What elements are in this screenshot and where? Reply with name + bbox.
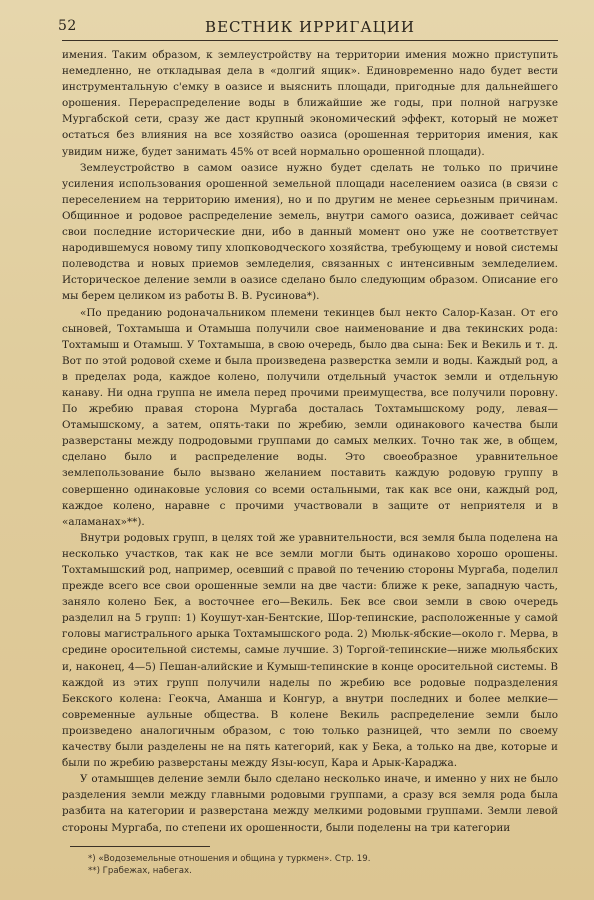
paragraph-3-quotation: «По преданию родоначальником племени текинцев был некто Салор-Казан. От его сыновей, Тохтамыша и Отамыша получили свое наименование и два текинских рода: Тохтамыш и Отамыш. У Тохтамыша, в свою очередь, было два сына: Бек и Векиль и т. д. Вот по этой родовой схеме и была произведена разверстка земли и воды. Каждый род, а в пределах рода, каждое колено, получили отдельный участок земли и отдельную канаву. Ни одна группа не имела перед прочими преимущества, все получили поровну. По жребию правая сторона Мургаба досталась Тохтамышскому роду, левая—Отамышскому, а затем, опять-таки по жребию, земли одинакового качества были разверстаны между подродовыми группами до самых мелких. Точно так же, в общем, сделано было и распределение воды. Это своеобразное уравнительное землепользование было вызвано желанием поставить каждую родовую группу в совершенно одинаковые условия со всеми остальными, так как все они, каждый род, каждое колено, наравне с прочими участвовали в защите от неприятеля и в «аламанах»**). bbox=[62, 306, 558, 528]
running-header bbox=[58, 18, 558, 41]
footnote-2: **) Грабежах, набегах. bbox=[88, 865, 192, 876]
article-body bbox=[62, 47, 558, 836]
paragraph-1: имения. Таким образом, к землеустройству на территории имения можно приступить немедленно, не откладывая дела в «долгий ящик». Единовременно надо будет вести инструментальную с'емку в оазисе и выяснить площади, пригодные для дальнейшего орошения. Перераспределение воды в ближайшие же годы, при полной нагрузке Мургабской сети, сразу же даст крупный экономический эффект, который не может остаться без влияния на все хозяйство оазиса (орошенная территория имения, как увидим ниже, будет занимать 45% от всей нормально орошенной площади). bbox=[62, 49, 558, 158]
paragraph-5: У отамышцев деление земли было сделано несколько иначе, и именно у них не было разделения земли между главными родовыми группами, а сразу вся земля рода была разбита на категории и разверстана между мелкими родовыми группами. Земли левой стороны Мургаба, по степени их орошенности, были поделены на три категории bbox=[62, 773, 558, 834]
footnote-1: *) «Водоземельные отношения и община у туркмен». Стр. 19. bbox=[88, 853, 371, 864]
page-number: 52 bbox=[58, 18, 77, 34]
paragraph-2: Землеустройство в самом оазисе нужно будет сделать не только по причине усиления использования орошенной земельной площади населением оазиса (в связи с переселением на территорию имения), но и по другим не менее серьезным причинам. Общинное и родовое распределение земель, внутри самого оазиса, доживает сейчас свои последние исторические дни, ибо в данный момент оно уже не соответствует народившемуся новому типу хлопководческого хозяйства, требующему и новой системы полеводства и новых приемов земледелия, связанных с интенсивным земледелием. Историческое деление земли в оазисе сделано было следующим образом. Описание его мы берем целиком из работы В. В. Русинова*). bbox=[62, 161, 558, 303]
footnotes bbox=[62, 853, 558, 877]
journal-title: ВЕСТНИК ИРРИГАЦИИ bbox=[205, 18, 415, 36]
footnote-divider bbox=[70, 846, 210, 847]
paragraph-4: Внутри родовых групп, в целях той же уравнительности, вся земля была поделена на несколько участков, так как не все земли могли быть одинаково хорошо орошены. Тохтамышский род, например, осевший с правой по течению стороны Мургаба, поделил прежде всего все свои орошенные земли на две части: ближе к реке, западную часть, заняло колено Бек, а восточнее его—Векиль. Бек все свои земли в свою очередь разделил на 5 групп: 1) Коушут-хан-Бентские, Шор-тепинские, расположенные у самой головы магистрального арыка Тохтамышского рода. 2) Мюльк-ябские—около г. Мерва, в средине оросительной системы, самые лучшие. 3) Торгой-тепинские—ниже мюльябских и, наконец, 4—5) Пешан-алийские и Кумыш-тепинские в конце оросительной системы. В каждой из этих групп получили наделы по жребию все родовые подразделения Бекского колена: Геокча, Аманша и Конгур, а внутри последних и более мелкие—современные аульные общества. В колене Векиль распределение земли было произведено аналогичным образом, с тою только разницей, что земли по своему качеству были разделены не на пять категорий, как у Бека, а только на две, которые и были по жребию разверстаны между Язы-юсуп, Кара и Арык-Караджа. bbox=[62, 531, 558, 770]
